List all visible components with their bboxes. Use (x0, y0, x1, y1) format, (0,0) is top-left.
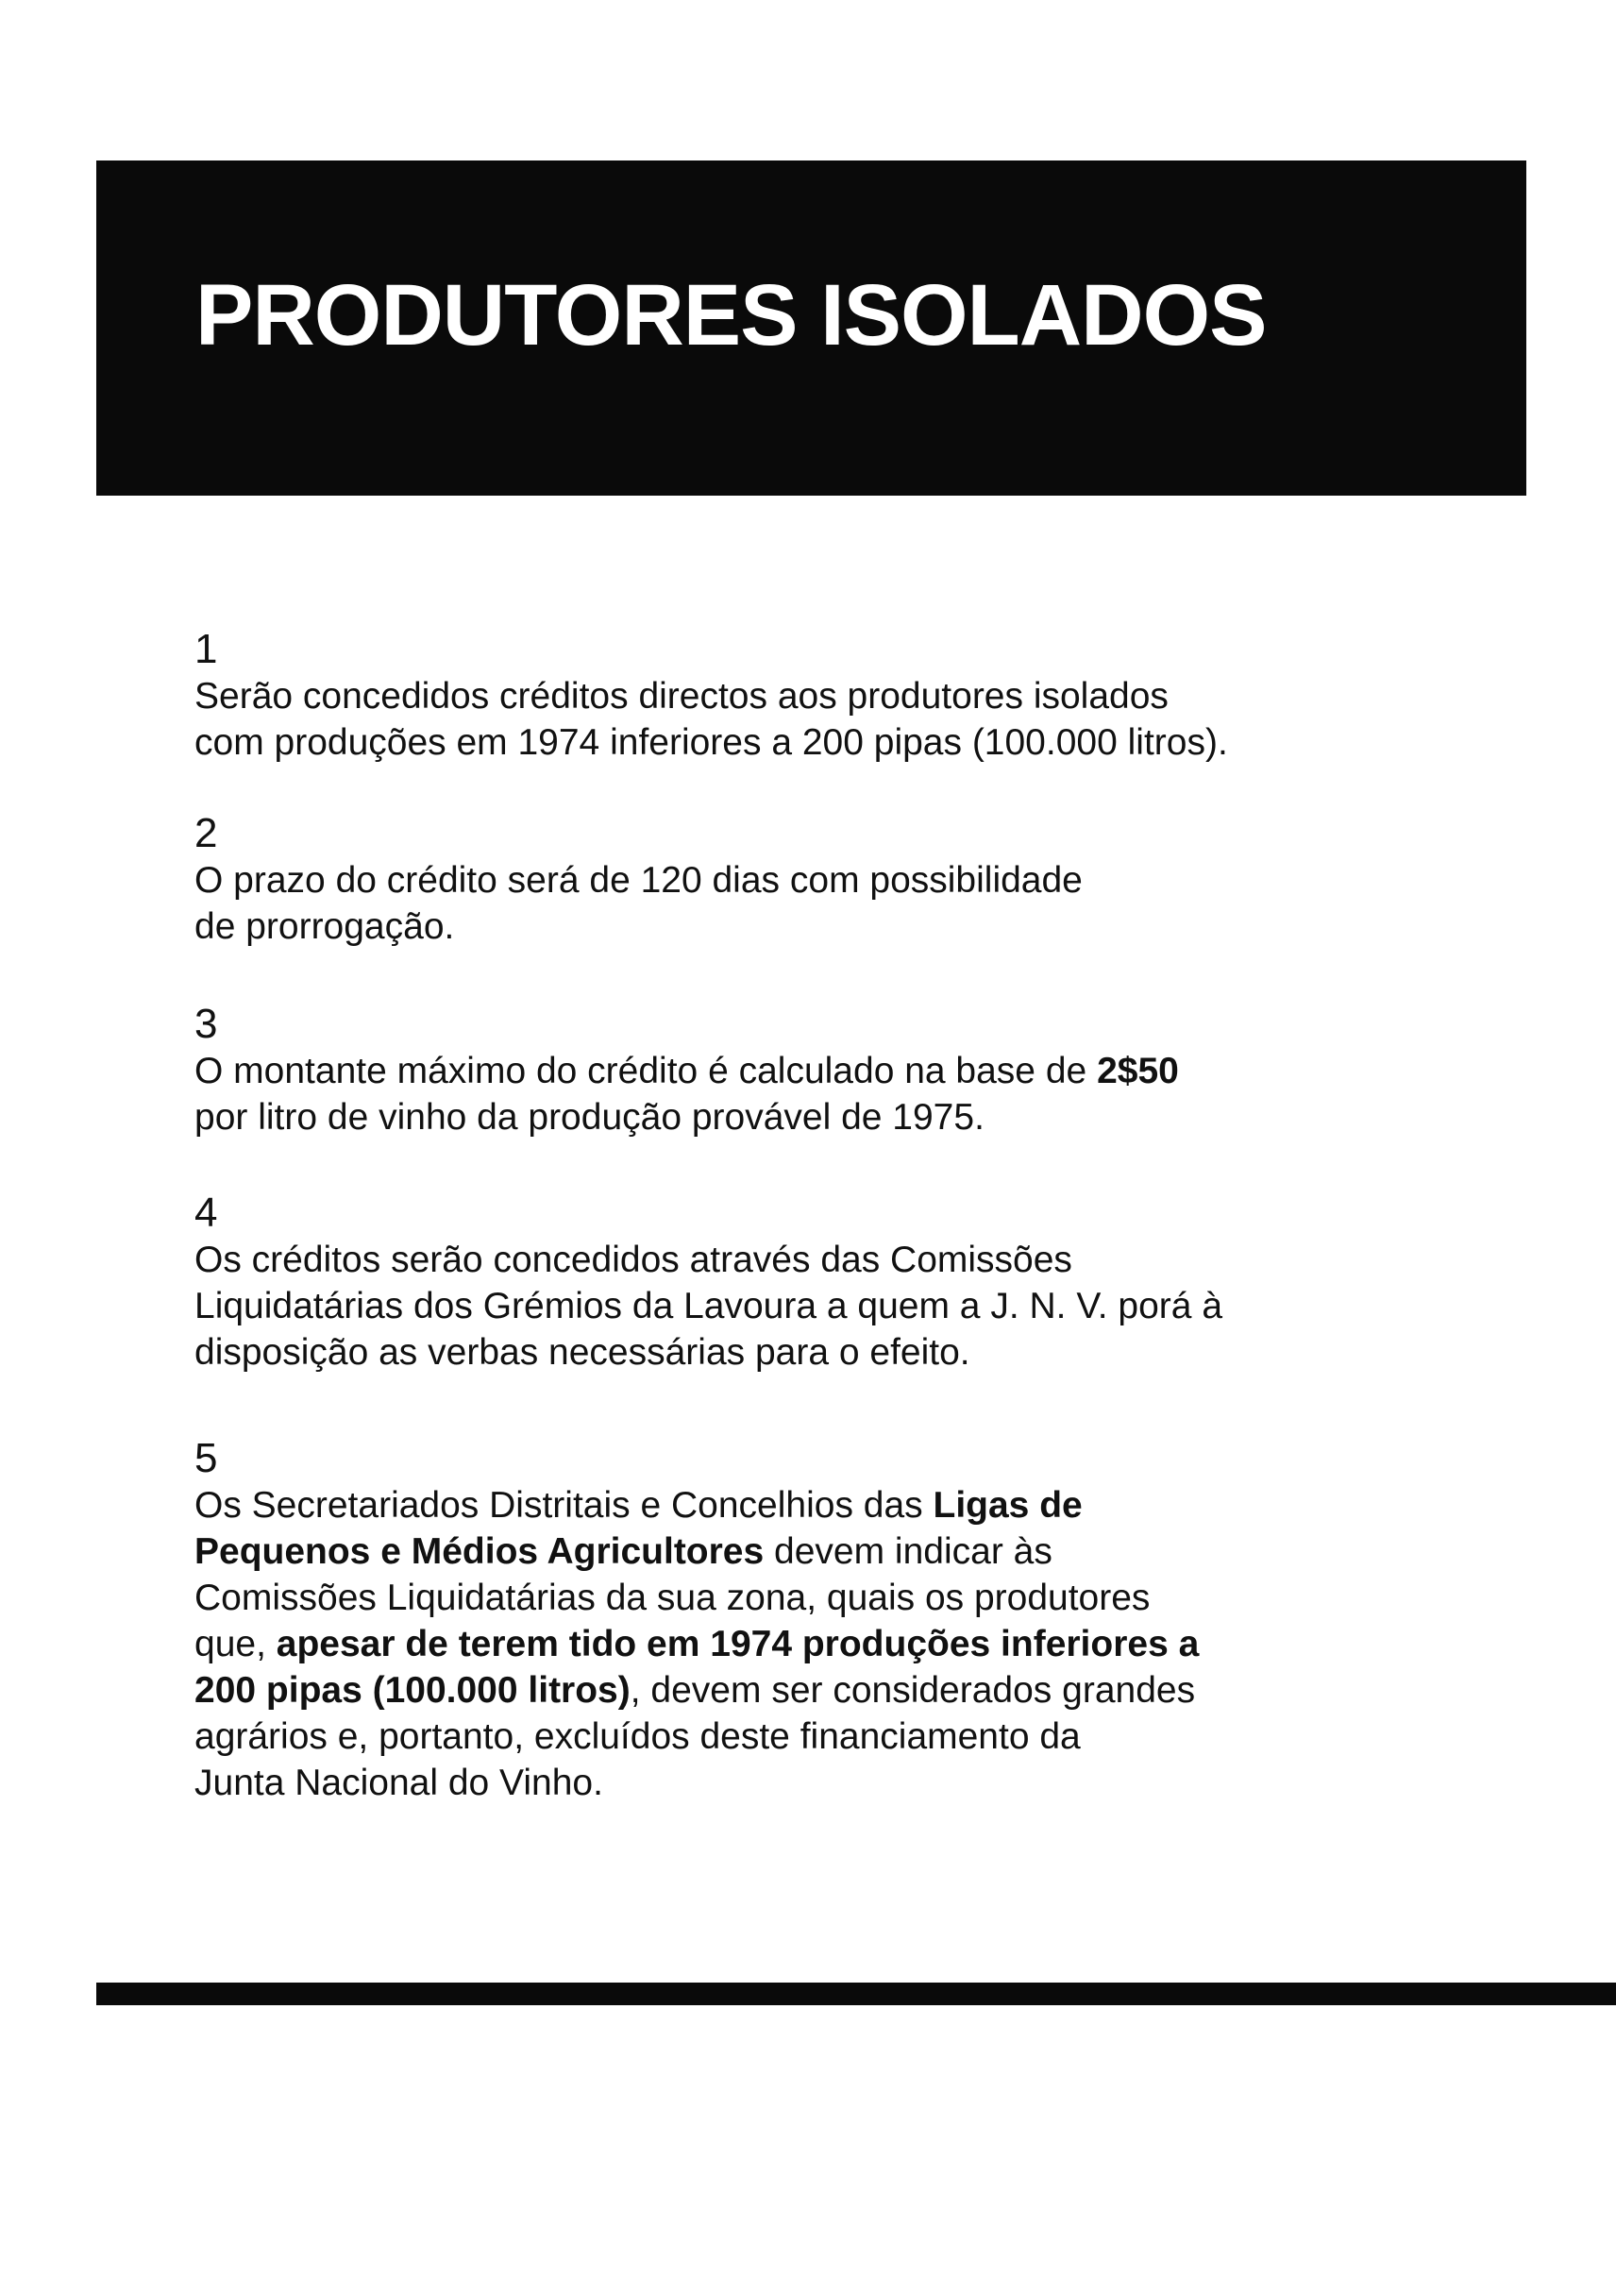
item-number: 1 (194, 626, 218, 672)
item-text-line: O prazo do crédito será de 120 dias com possibilidade (194, 860, 1083, 901)
item-text-bold: Ligas de (933, 1485, 1083, 1526)
list-item-5 (194, 1435, 1516, 1806)
item-number: 4 (194, 1190, 218, 1236)
item-text-line: 200 pipas (100.000 litros), devem ser considerados grandes (194, 1670, 1196, 1711)
item-text-bold: apesar de terem tido em 1974 produções inferiores a (276, 1624, 1200, 1664)
item-text-regular: devem indicar às (764, 1531, 1052, 1572)
item-text-line: que, apesar de terem tido em 1974 produções inferiores a (194, 1624, 1200, 1664)
item-text-regular: Os Secretariados Distritais e Concelhios das (194, 1485, 934, 1526)
item-text-line (194, 1528, 1516, 1575)
item-text-line: Serão concedidos créditos directos aos produtores isolados (194, 676, 1169, 717)
item-number: 5 (194, 1435, 218, 1481)
footer-rule (96, 1983, 1616, 2005)
item-text-line: com produções em 1974 inferiores a 200 pipas (100.000 litros). (194, 722, 1228, 763)
item-text-line: agrários e, portanto, excluídos deste financiamento da (194, 1716, 1081, 1757)
list-item-2 (194, 810, 1516, 950)
item-text-bold: 200 pipas (100.000 litros) (194, 1670, 631, 1711)
title-banner (96, 160, 1526, 496)
item-text-line: disposição as verbas necessárias para o efeito. (194, 1332, 970, 1373)
page-title: PRODUTORES ISOLADOS (195, 267, 1267, 363)
item-number: 2 (194, 810, 218, 856)
item-text-line: Comissões Liquidatárias da sua zona, quais os produtores (194, 1578, 1151, 1618)
item-number: 3 (194, 1001, 218, 1047)
item-text-bold: Pequenos e Médios Agricultores (194, 1531, 765, 1572)
item-text-line: de prorrogação. (194, 906, 455, 947)
item-text-line: Liquidatárias dos Grémios da Lavoura a quem a J. N. V. porá à (194, 1286, 1223, 1326)
list-item-3 (194, 1001, 1516, 1140)
item-text-line (194, 1482, 1516, 1528)
item-text-line (194, 1048, 1516, 1094)
item-text-line: Junta Nacional do Vinho. (194, 1763, 603, 1803)
item-text-regular: O montante máximo do crédito é calculado na base de (194, 1051, 1098, 1091)
list-item-4 (194, 1190, 1516, 1376)
item-text-line: Os créditos serão concedidos através das Comissões (194, 1240, 1072, 1280)
list-item-1 (194, 626, 1516, 766)
item-text-bold: 2$50 (1097, 1051, 1179, 1091)
item-text-line: por litro de vinho da produção provável de 1975. (194, 1097, 985, 1138)
